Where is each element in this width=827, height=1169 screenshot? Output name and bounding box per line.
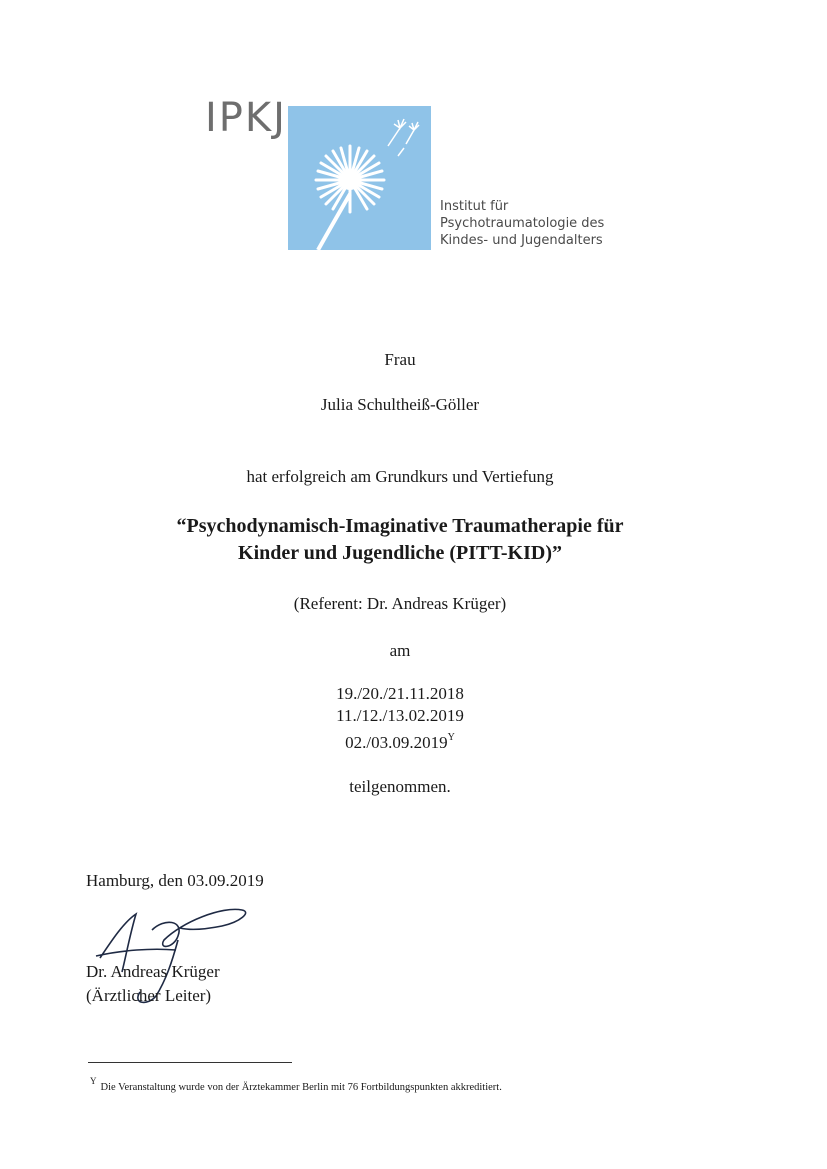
date-line: 19./20./21.11.2018	[336, 684, 464, 703]
course-title-line: “Psychodynamisch-Imaginative Traumatherapie für	[176, 515, 624, 537]
date-line	[0, 727, 800, 754]
institute-line: Kindes- und Jugendalters	[440, 233, 603, 248]
footnote-mark: Y	[90, 1076, 97, 1086]
logo-acronym: IPKJ	[205, 95, 287, 141]
course-dates	[0, 683, 800, 754]
footnote-divider	[88, 1062, 292, 1063]
date-line: 11./12./13.02.2019	[336, 706, 464, 725]
footnote	[90, 1076, 502, 1093]
signer-role: (Ärztlicher Leiter)	[86, 986, 212, 1005]
salutation: Frau	[384, 350, 416, 369]
referent: (Referent: Dr. Andreas Krüger)	[293, 594, 507, 613]
institute-line: Psychotraumatologie des	[440, 216, 605, 231]
place-date: Hamburg, den 03.09.2019	[86, 871, 264, 890]
closing: teilgenommen.	[349, 777, 451, 796]
institute-line: Institut für	[440, 199, 509, 214]
footnote-mark: Y	[447, 732, 455, 743]
course-title	[0, 513, 800, 567]
signer-name: Dr. Andreas Krüger	[86, 962, 220, 981]
am-label: am	[389, 641, 411, 660]
dandelion-logo-icon	[288, 106, 431, 250]
course-title-line: Kinder und Jugendliche (PITT-KID)”	[238, 542, 562, 564]
footnote-text: Die Veranstaltung wurde von der Ärztekammer Berlin mit 76 Fortbildungspunkten akkreditiert.	[100, 1082, 502, 1093]
recipient-name: Julia Schultheiß-Göller	[320, 395, 480, 414]
statement: hat erfolgreich am Grundkurs und Vertiefung	[246, 467, 554, 486]
date-text: 02./03.09.2019	[345, 733, 448, 752]
institute-name	[440, 198, 604, 249]
signer-block	[86, 960, 220, 1008]
